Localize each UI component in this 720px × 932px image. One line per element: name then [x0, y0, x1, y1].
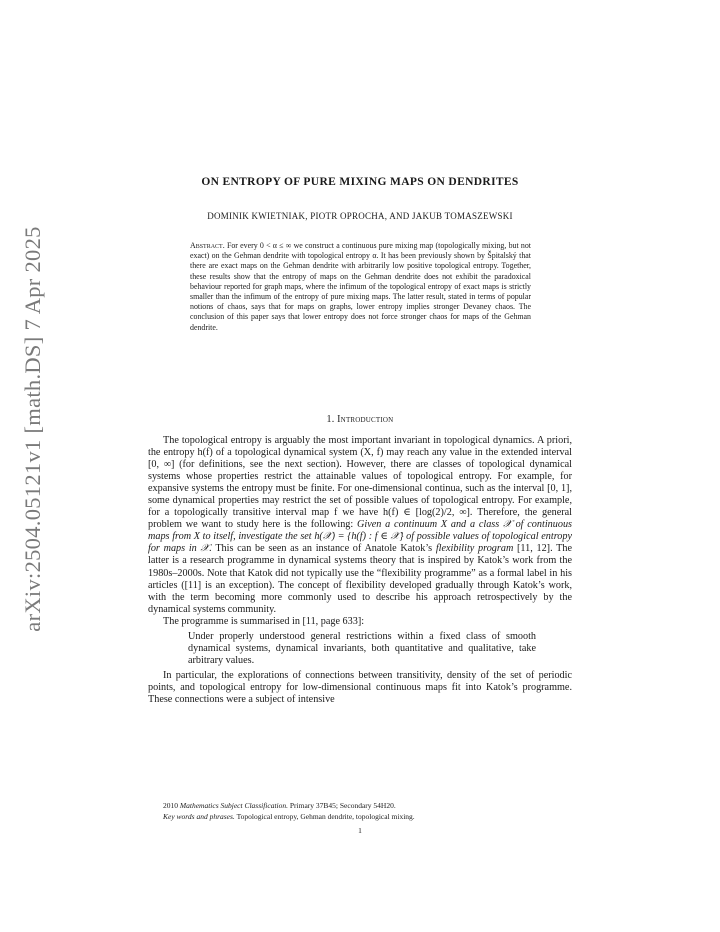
paragraph-intro-text-1: The topological entropy is arguably the most important invariant in topological dynamics. A priori, the entropy h(f) of a topological dynamical system (X, f) may reach any value in the extended interval [0, ∞] (for definitions, see the next section). However, there are classes of topological dynamical systems whose properties restrict the attainable values of topological entropy. For example, for expansive systems the entropy must be finite. For one-dimensional continua, such as the interval [0, 1], some dynamical properties may restrict the set of possible values of topological entropy. For example, for a topologically transitive interval map f we have h(f) ∈ [log(2)/2, ∞]. Therefore, the general problem we want to study here is the following: [148, 435, 572, 531]
abstract-label: Abstract. [190, 241, 225, 250]
arxiv-identifier-text: arXiv:2504.05121v1 [math.DS] 7 Apr 2025 [20, 226, 45, 632]
section-number: 1. [326, 414, 335, 425]
page-number: 1 [358, 826, 362, 835]
paragraph-intro-text-3: [11, 12]. The latter is a research programme in dynamical systems theory that is inspired by Katok’s work from the 1980s–2000s. Note that Katok did not typically use the “flexibility programme” as a formal label in his articles ([11] is an exception). The concept of flexibility developed gradually through Katok’s work, with the term becoming more commonly used to describe his approach retrospectively by the dynamical systems community. [148, 543, 572, 615]
body-text [148, 435, 572, 706]
keywords-text: Topological entropy, Gehman dendrite, topological mixing. [236, 811, 415, 821]
keywords [163, 812, 563, 823]
abstract [190, 241, 531, 333]
arxiv-identifier-stamp [18, 214, 48, 644]
paragraph-programme: The programme is summarised in [11, page 633]: [163, 615, 365, 627]
paragraph-intro-text-2: This can be seen as an instance of Anatole Katok’s [211, 543, 436, 555]
abstract-text: For every 0 < α ≤ ∞ we construct a continuous pure mixing map (topologically mixing, but not exact) on the Gehman dendrite with topological entropy α. It has been previously shown by Špitalský that there are exact maps on the Gehman dendrite with arbitrarily low positive topological entropy. Together, these results show that the entropy of maps on the Gehman dendrite does not exhibit the paradoxical behaviour reported for graph maps, where the infimum of the topological entropy of exact maps is strictly smaller than the infimum of the entropy of pure mixing maps. The latter result, stated in terms of popular notions of chaos, says that for maps on graphs, lower entropy implies stronger Devaney chaos. The conclusion of this paper says that lower entropy does not force stronger chaos for maps of the Gehman dendrite. [190, 241, 531, 332]
paper-title: ON ENTROPY OF PURE MIXING MAPS ON DENDRITES [201, 176, 519, 188]
paragraph-connections: In particular, the explorations of connections between transitivity, density of the set of periodic points, and topological entropy for low-dimensional continuous maps fit into Katok’s programme. These connections were a subject of intensive [148, 669, 572, 705]
footnotes [163, 801, 563, 822]
flexibility-program-term: flexibility program [435, 543, 514, 555]
section-title: Introduction [337, 414, 394, 425]
msc-text: Primary 37B45; Secondary 54H20. [289, 801, 396, 810]
paragraph-intro [148, 435, 572, 616]
msc-year: 2010 [163, 801, 178, 810]
programme-quote: Under properly understood general restrictions within a fixed class of smooth dynamical systems, dynamical invariants, both quantitative and qualitative, take arbitrary values. [188, 630, 536, 666]
section-heading [0, 414, 720, 425]
problem-statement: Given a continuum X and a class 𝒳 of continuous maps from X to itself, investigate the set h(𝒳) = {h(f) : f ∈ 𝒳} of possible values of topological entropy for maps in 𝒳. [148, 519, 572, 555]
msc-label: Mathematics Subject Classification. [179, 801, 288, 810]
keywords-label: Key words and phrases. [163, 811, 235, 821]
msc-classification [163, 801, 563, 812]
paper-authors: DOMINIK KWIETNIAK, PIOTR OPROCHA, AND JAKUB TOMASZEWSKI [207, 211, 513, 221]
